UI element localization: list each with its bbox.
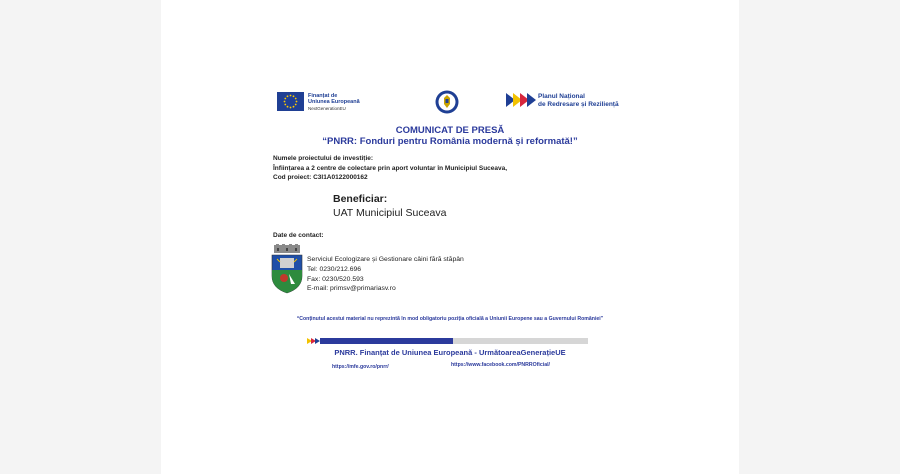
project-label: Numele proiectului de investiție: xyxy=(273,155,374,162)
contact-details xyxy=(307,255,464,294)
facebook-link[interactable]: https://www.facebook.com/PNRROficial/ xyxy=(451,362,550,368)
eu-logo-text xyxy=(308,93,360,105)
contact-tel: Tel: 0230/212.696 xyxy=(307,265,362,273)
contact-fax: Fax: 0230/520.593 xyxy=(307,275,364,283)
pnrr-logo-line2: de Redresare și Reziliență xyxy=(538,101,619,108)
footer-title: PNRR. Finanțat de Uniunea Europeană - UrmătoareaGenerațieUE xyxy=(334,348,566,357)
pnrr-logo-text xyxy=(538,93,619,109)
disclaimer-text: “Conținutul acestui material nu reprezintă în mod obligatoriu poziția oficială a Uniunii Europene sau a Guvernului României” xyxy=(296,316,604,322)
beneficiary-value: UAT Municipiul Suceava xyxy=(333,207,447,219)
eu-logo-line3: NextGenerationEU xyxy=(308,106,346,111)
project-code: Cod proiect: C3I1A0122000162 xyxy=(273,174,368,181)
eu-flag-icon xyxy=(277,92,304,111)
eu-logo-line2: Uniunea Europeană xyxy=(308,99,360,105)
press-release-heading: COMUNICAT DE PRESĂ xyxy=(395,125,505,136)
pnrr-logo-line1: Planul Național xyxy=(538,93,585,100)
mfe-link[interactable]: https://mfe.gov.ro/pnrr/ xyxy=(332,364,389,370)
press-release-slogan: “PNRR: Fonduri pentru România modernă și reformată!” xyxy=(322,136,578,147)
eu-logo-line1: Finanțat de xyxy=(308,93,338,99)
beneficiary-label: Beneficiar: xyxy=(333,193,388,205)
romanian-government-seal-icon xyxy=(435,90,459,114)
contact-label: Date de contact: xyxy=(273,232,324,239)
press-release-page xyxy=(161,0,739,474)
suceava-crest-icon xyxy=(271,244,303,294)
pnrr-color-bar xyxy=(307,331,588,337)
project-info xyxy=(273,154,507,183)
contact-email[interactable]: E-mail: primsv@primariasv.ro xyxy=(307,285,396,293)
pnrr-logo-icon xyxy=(506,93,536,107)
project-name: Înființarea a 2 centre de colectare prin aport voluntar în Municipiul Suceava, xyxy=(273,164,508,172)
contact-service: Serviciul Ecologizare și Gestionare câini fără stăpân xyxy=(307,256,464,263)
